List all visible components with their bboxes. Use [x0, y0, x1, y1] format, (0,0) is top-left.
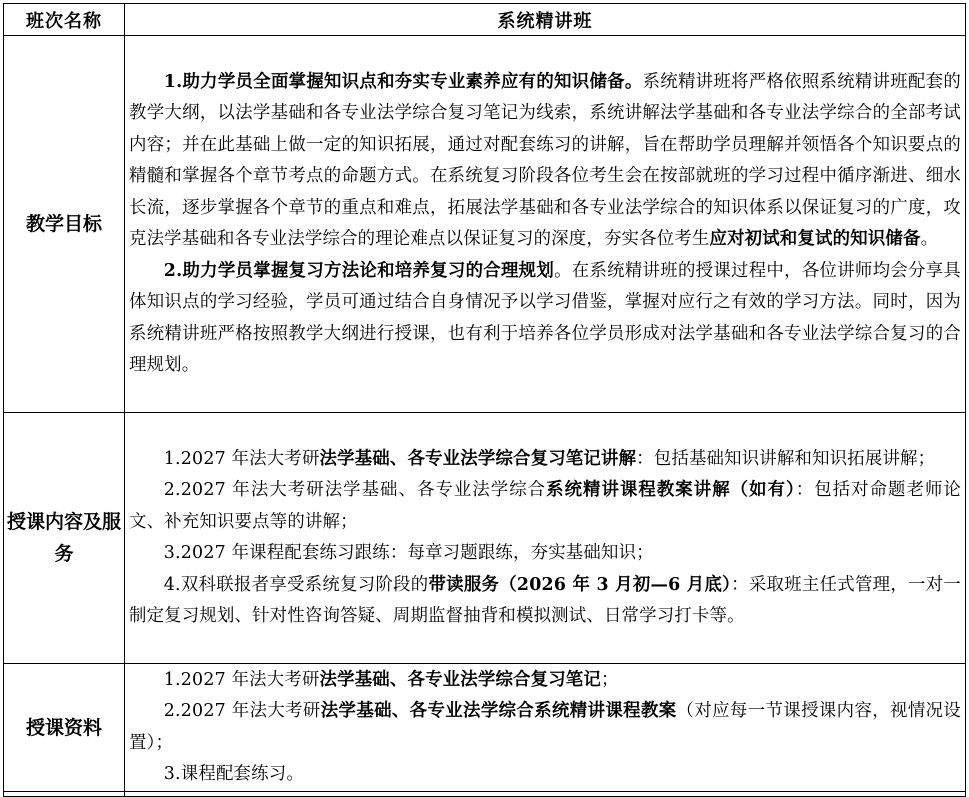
content-item-4	[129, 570, 961, 633]
header-class-value: 系统精讲班	[125, 4, 966, 36]
course-content-label: 授课内容及服务	[4, 413, 125, 664]
material-item-1-title: 法学基础、各专业法学综合复习笔记	[319, 669, 601, 690]
material-item-2	[129, 696, 961, 759]
course-content-body	[125, 413, 966, 664]
tail-cell-left	[4, 792, 125, 797]
content-item-2-desc: ：包括对命题老师论文、补充知识要点等的讲解；	[129, 480, 961, 532]
tail-cell-right	[125, 792, 966, 797]
goal-1-end: 。	[920, 229, 939, 249]
goal-2-heading: 2.助力学员掌握复习方法论和培养复习的合理规划	[163, 260, 555, 281]
content-item-2-title: 系统精讲课程教案讲解（如有）	[546, 480, 796, 500]
content-item-4-desc: ：采取班主任式管理，一对一制定复习规划、针对性咨询答疑、周期监督抽背和模拟测试、日常学习打卡等。	[129, 574, 961, 626]
header-row	[4, 4, 966, 36]
header-class-name: 班次名称	[4, 4, 125, 36]
content-item-1	[129, 444, 961, 476]
content-item-2-prefix: 2.2027 年法大考研法学基础、各专业法学综合	[163, 480, 547, 500]
material-item-1-end: ；	[600, 669, 619, 690]
content-item-1-prefix: 1.2027 年法大考研	[163, 448, 320, 469]
material-item-3	[129, 759, 961, 791]
goal-paragraph-1	[129, 67, 961, 256]
material-item-3-text: 3.课程配套练习。	[163, 764, 304, 784]
content-item-4-title: 带读服务（2026 年 3 月初—6 月底）	[428, 574, 732, 595]
course-materials-row	[4, 664, 966, 792]
material-item-2-prefix: 2.2027 年法大考研	[163, 701, 321, 721]
course-content-row	[4, 413, 966, 664]
goal-2-text: 。在系统精讲班的授课过程中，各位讲师均会分享具体知识点的学习经验，学员可通过结合自身情况予以学习借鉴，掌握对应行之有效的学习方法。同时，因为系统精讲班严格按照教学大纲进行授课，也有利于培养各位学员形成对法学基础和各专业法学综合复习的合理规划。	[129, 260, 961, 375]
goal-1-heading: 1.助力学员全面掌握知识点和夯实专业素养应有的知识储备。	[163, 71, 643, 92]
table-tail-row	[4, 792, 966, 797]
content-item-3	[129, 538, 961, 570]
course-table	[3, 3, 966, 797]
material-item-1	[129, 665, 961, 697]
teaching-goal-row	[4, 36, 966, 413]
content-item-1-title: 法学基础、各专业法学综合复习笔记讲解	[319, 448, 637, 469]
content-item-2	[129, 475, 961, 538]
course-materials-body	[125, 664, 966, 792]
course-materials-label: 授课资料	[4, 664, 125, 792]
content-item-4-prefix: 4.双科联报者享受系统复习阶段的	[163, 574, 429, 595]
material-item-2-desc: （对应每一节课授课内容，视情况设置）；	[129, 701, 961, 753]
teaching-goal-content	[125, 36, 966, 413]
material-item-2-title: 法学基础、各专业法学综合系统精讲课程教案	[320, 701, 677, 721]
goal-1-text: 系统精讲班将严格依照系统精讲班配套的教学大纲，以法学基础和各专业法学综合复习笔记为线索，系统讲解法学基础和各专业法学综合的全部考试内容；并在此基础上做一定的知识拓展，通过对配套练习的讲解，旨在帮助学员理解并领悟各个知识要点的精髓和掌握各个章节考点的命题方式。在系统复习阶段各位考生会在按部就班的学习过程中循序渐进、细水长流，逐步掌握各个章节的重点和难点，拓展法学基础和各专业法学综合的知识体系以保证复习的广度，攻克法学基础和各专业法学综合的理论难点以保证复习的深度，夯实各位考生	[129, 71, 961, 249]
goal-paragraph-2	[129, 256, 961, 382]
goal-1-emphasis: 应对初试和复试的知识储备	[709, 229, 921, 249]
material-item-1-prefix: 1.2027 年法大考研	[163, 669, 320, 690]
content-item-1-desc: ：包括基础知识讲解和知识拓展讲解；	[636, 448, 936, 469]
content-item-3-text: 3.2027 年课程配套练习跟练：每章习题跟练，夯实基础知识；	[163, 543, 654, 563]
teaching-goal-label: 教学目标	[4, 36, 125, 413]
